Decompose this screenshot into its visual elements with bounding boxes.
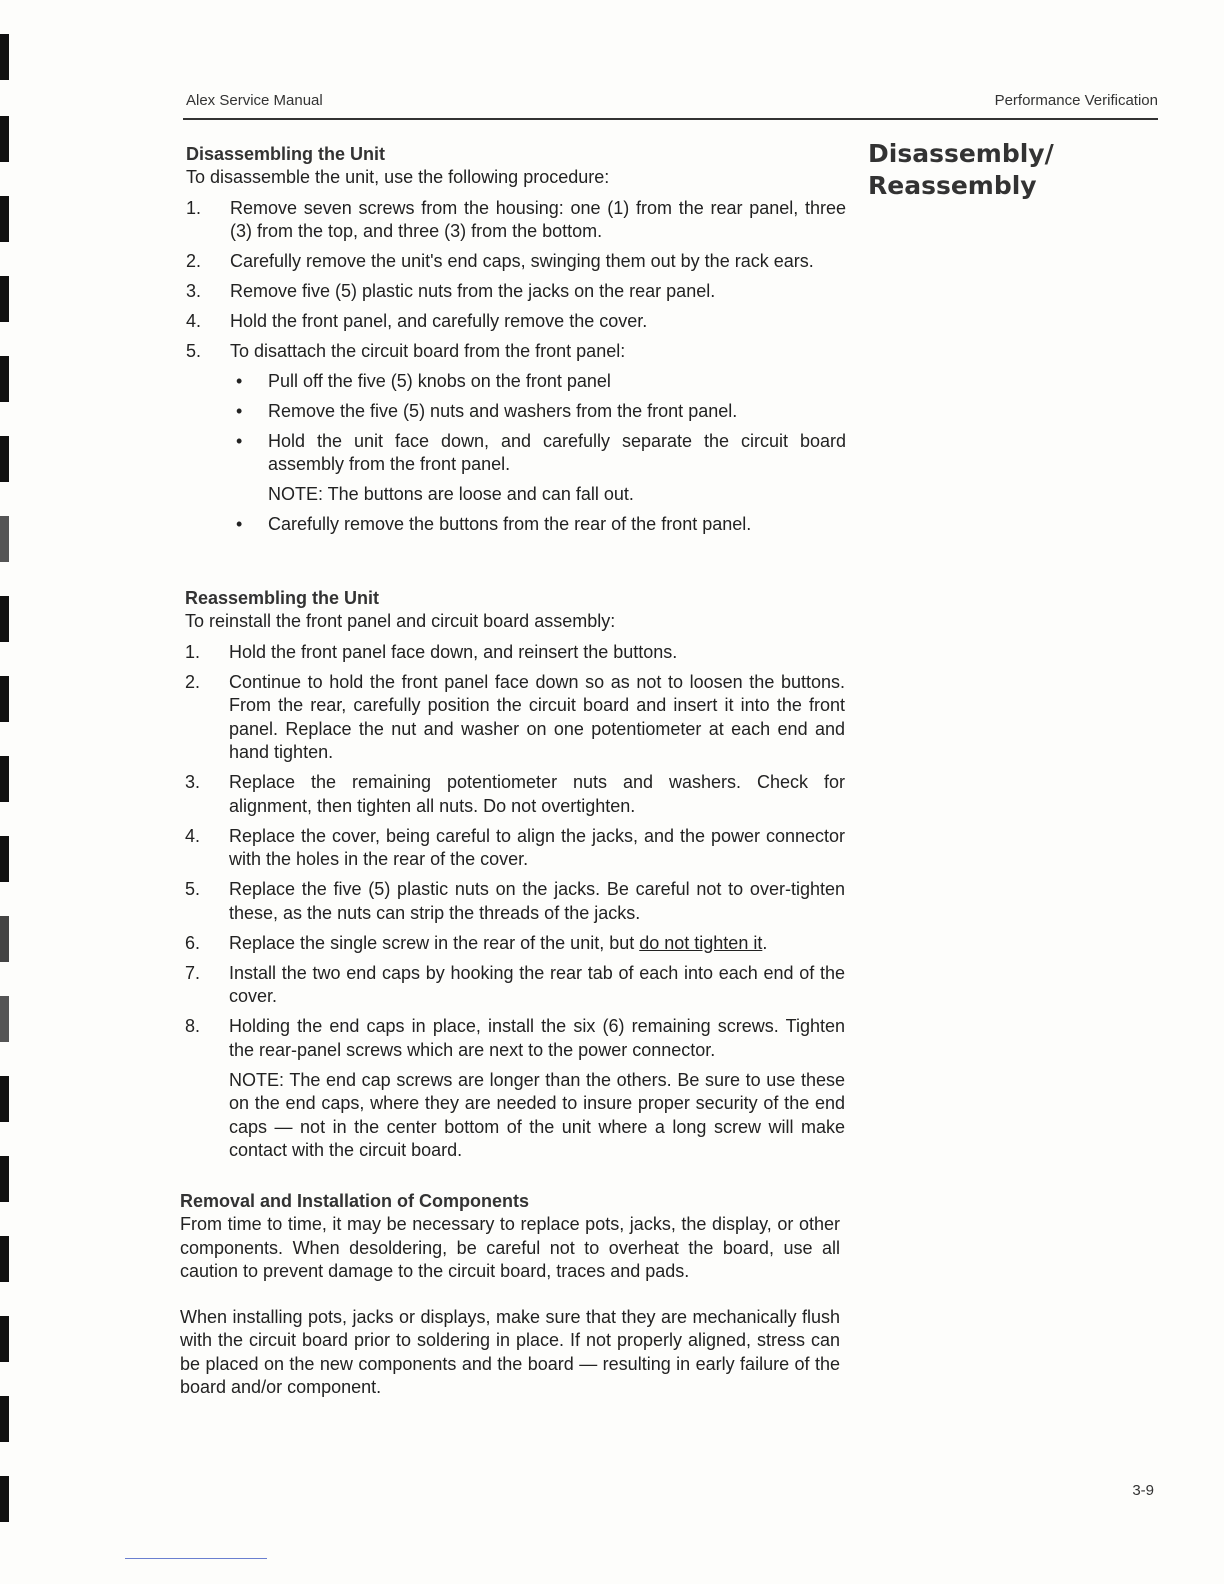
list-item: 5. To disattach the circuit board from the front panel: • Pull off the five (5) knobs on the front panel • Remove the five (5) nuts and washers from the front panel. • Hold the unit face down, and carefully separate the circuit board assembly from the front panel. NOTE: The buttons are loose and can fall out. • Carefully remove the buttons from the rear of the front panel. bbox=[186, 340, 846, 537]
list-item: 1. Hold the front panel face down, and reinsert the buttons. bbox=[185, 641, 678, 662]
list-item: 4. Hold the front panel, and carefully remove the cover. bbox=[186, 311, 648, 331]
bullet-icon: • bbox=[236, 370, 243, 391]
list-item: 3. Replace the remaining potentiometer nuts and washers. Check for alignment, then tighten all nuts. Do not overtighten. bbox=[185, 772, 845, 816]
side-title-line2: Reassembly bbox=[868, 171, 1037, 200]
disassembling-heading: Disassembling the Unit bbox=[186, 144, 386, 164]
list-item: 3. Remove five (5) plastic nuts from the jacks on the rear panel. bbox=[186, 281, 716, 301]
header-rule bbox=[183, 118, 1158, 120]
list-item: 5. Replace the five (5) plastic nuts on the jacks. Be careful not to over-tighten these, as the nuts can strip the threads of the jacks. bbox=[185, 879, 845, 923]
bullet-item: • Remove the five (5) nuts and washers from the front panel. bbox=[230, 400, 846, 424]
removal-paragraph-2: When installing pots, jacks or displays, make sure that they are mechanically flush with the circuit board prior to soldering in place. If not properly aligned, stress can be placed on the new components and the board — resulting in early failure of the board and/or component. bbox=[180, 1306, 840, 1397]
bullet-item: • Pull off the five (5) knobs on the front panel bbox=[230, 370, 846, 394]
bullet-icon: • bbox=[236, 514, 243, 534]
side-title bbox=[868, 138, 1128, 202]
removal-section bbox=[180, 1190, 840, 1400]
bullet-icon: • bbox=[236, 400, 243, 421]
side-title-line1: Disassembly/ bbox=[868, 139, 1054, 168]
reassembling-section bbox=[185, 587, 845, 1169]
list-item: 7. Install the two end caps by hooking the rear tab of each into each end of the cover. bbox=[185, 962, 845, 1006]
list-item: 6. Replace the single screw in the rear of the unit, but do not tighten it. bbox=[185, 932, 768, 953]
reassembling-intro: To reinstall the front panel and circuit board assembly: bbox=[185, 611, 616, 631]
sub-bullet-list bbox=[230, 370, 846, 537]
removal-heading: Removal and Installation of Components bbox=[180, 1191, 530, 1211]
header-section-title: Performance Verification bbox=[994, 92, 1158, 109]
list-item: 1. Remove seven screws from the housing: one (1) from the rear panel, three (3) from the top, and three (3) from the bottom. bbox=[186, 197, 846, 241]
emphasis-text: do not tighten it bbox=[639, 932, 763, 953]
end-cap-note: NOTE: The end cap screws are longer than the others. Be sure to use these on the end caps, where they are needed to insure proper security of the end caps — not in the center bottom of the unit where a long screw will make contact with the circuit board. bbox=[229, 1069, 845, 1160]
header-manual-title: Alex Service Manual bbox=[186, 92, 323, 109]
reassembling-heading: Reassembling the Unit bbox=[185, 588, 380, 608]
buttons-note: NOTE: The buttons are loose and can fall out. bbox=[268, 484, 634, 504]
bullet-item: • Hold the unit face down, and carefully separate the circuit board assembly from the front panel. NOTE: The buttons are loose and can fall out. bbox=[230, 430, 846, 507]
bullet-item: • Carefully remove the buttons from the rear of the front panel. bbox=[230, 513, 846, 537]
footer-rule bbox=[125, 1558, 267, 1559]
disassembling-section bbox=[186, 143, 846, 543]
reassembling-steps bbox=[185, 641, 845, 1163]
list-item: 2. Carefully remove the unit's end caps, swinging them out by the rack ears. bbox=[186, 251, 814, 271]
bullet-icon: • bbox=[236, 430, 243, 451]
page-number: 3-9 bbox=[1132, 1482, 1154, 1499]
list-item: 2. Continue to hold the front panel face down so as not to loosen the buttons. From the rear, carefully position the circuit board and insert it into the front panel. Replace the nut and washer on one potentiometer at each end and hand tighten. bbox=[185, 671, 845, 762]
list-item: 4. Replace the cover, being careful to align the jacks, and the power connector with the holes in the rear of the cover. bbox=[185, 825, 845, 869]
disassembling-intro: To disassemble the unit, use the following procedure: bbox=[186, 167, 610, 187]
disassembling-steps bbox=[186, 197, 846, 537]
removal-paragraph-1: From time to time, it may be necessary to replace pots, jacks, the display, or other components. When desoldering, be careful not to overheat the board, use all caution to prevent damage to the circuit board, traces and pads. bbox=[180, 1214, 840, 1281]
list-item: 8. Holding the end caps in place, install the six (6) remaining screws. Tighten the rear-panel screws which are next to the power connector. NOTE: The end cap screws are longer than the others. Be sure to use these on the end caps, where they are needed to insure proper security of the end caps — not in the center bottom of the unit where a long screw will make contact with the circuit board. bbox=[185, 1015, 845, 1163]
